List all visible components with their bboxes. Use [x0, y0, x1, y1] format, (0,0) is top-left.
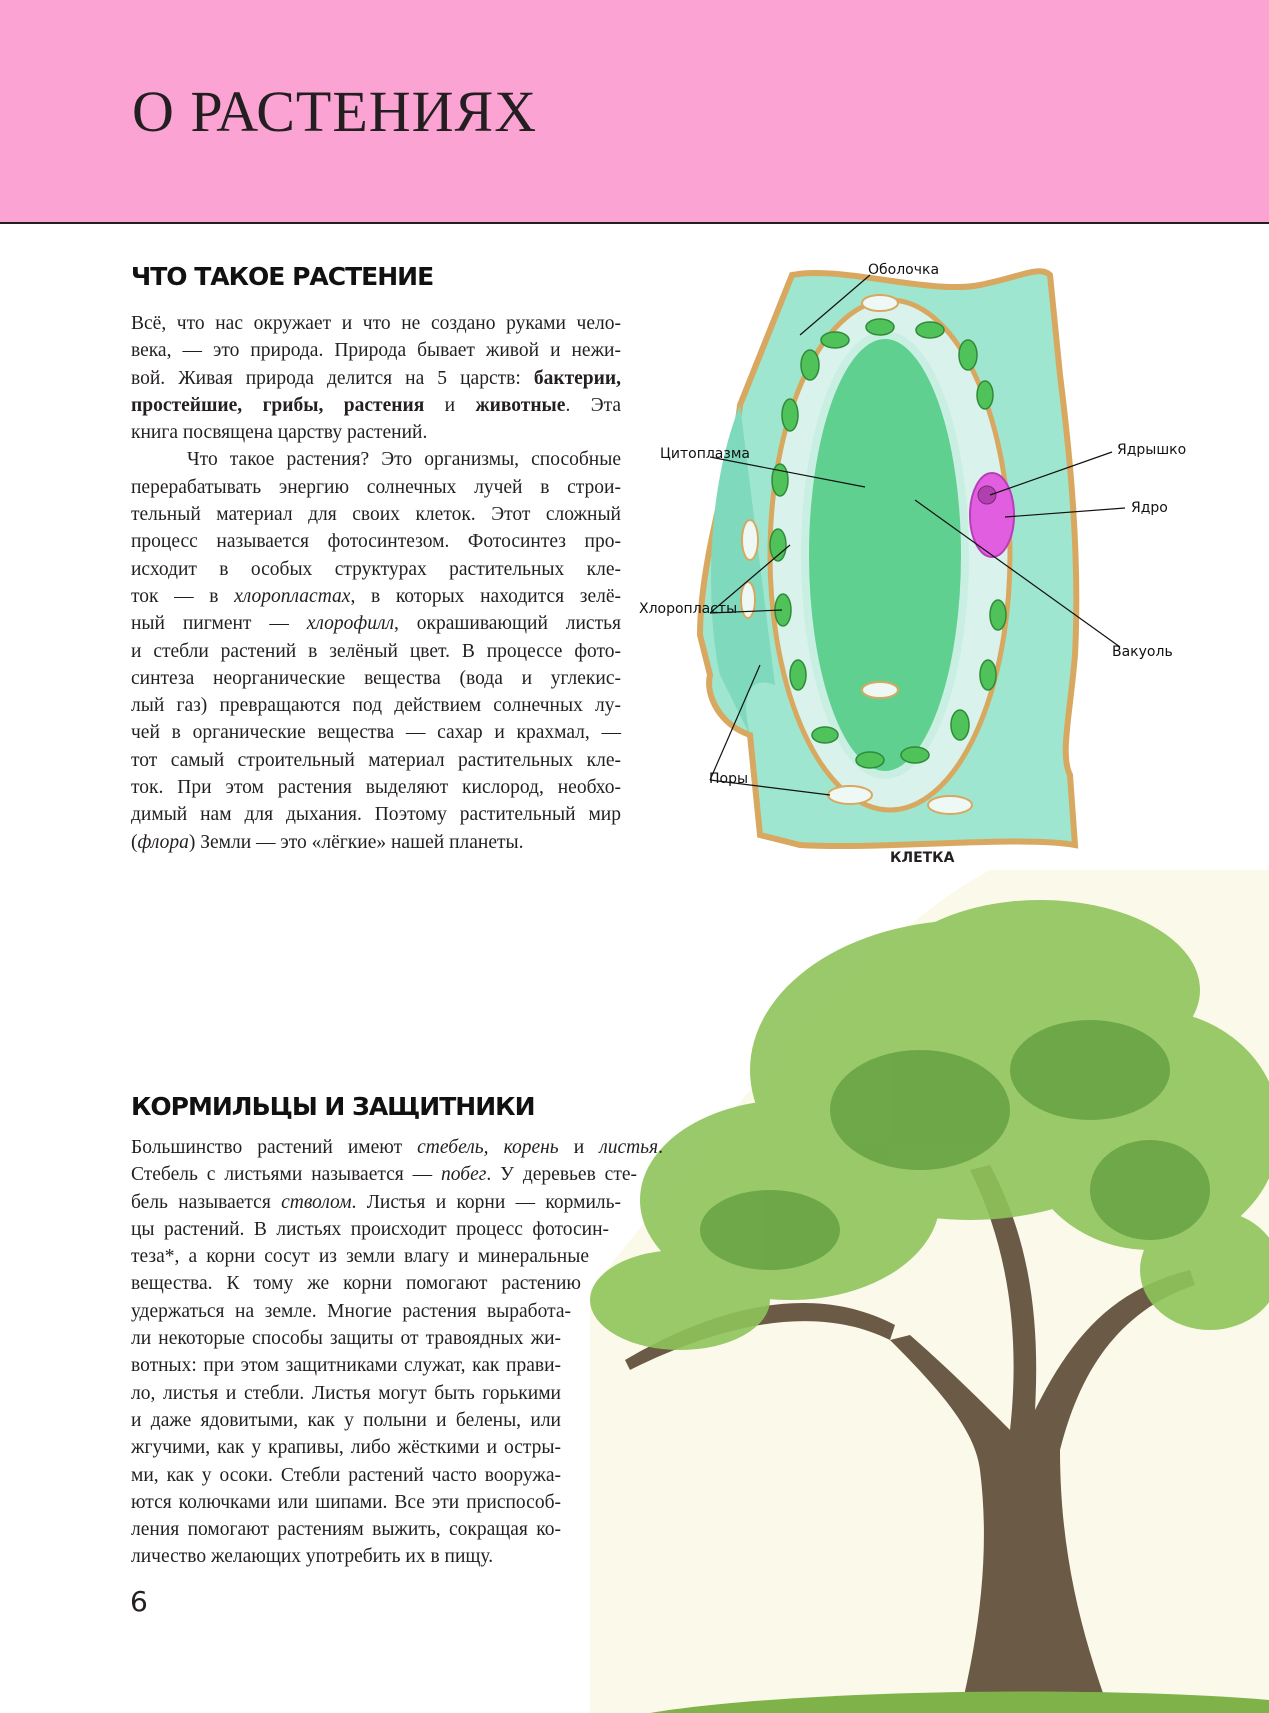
- text-segment: , окрашивающий листья: [393, 613, 621, 635]
- text-segment: ло, листья и стебли. Листья могут быть горькими: [131, 1382, 561, 1404]
- text-segment: личество желающих употребить их в пищу.: [131, 1546, 494, 1568]
- text-line: [131, 665, 621, 692]
- text-line: [131, 392, 621, 419]
- text-segment: века, — это природа. Природа бывает живой и нежи-: [131, 340, 621, 362]
- text-segment: и даже ядовитыми, как у полыни и белены, или: [131, 1409, 561, 1431]
- text-line: [131, 1216, 609, 1243]
- text-line: [131, 528, 621, 555]
- text-segment: ) Земли — это «лёгкие» нашей планеты.: [188, 831, 524, 853]
- text-line: [131, 419, 621, 446]
- text-segment: ный пигмент —: [131, 613, 307, 635]
- text-segment: ются колючками или шипами. Все эти приспособ-: [131, 1491, 561, 1513]
- text-segment: . Эта: [565, 394, 621, 416]
- text-line: [131, 337, 621, 364]
- text-line: [131, 365, 621, 392]
- text-segment: .: [658, 1137, 663, 1158]
- pore: [828, 786, 872, 804]
- text-segment: ли некоторые способы защиты от травоядных жи-: [131, 1328, 561, 1350]
- text-segment: хлорофилл: [306, 613, 394, 635]
- text-segment: . Листья и корни — кормиль-: [351, 1191, 622, 1213]
- text-segment: флора: [137, 831, 189, 853]
- text-segment: хлоропластах: [234, 585, 351, 607]
- text-line: [131, 774, 621, 801]
- vacuole: [805, 335, 965, 775]
- text-line: [131, 1434, 561, 1461]
- text-line: [131, 556, 621, 583]
- label-chloroplasts: Хлоропласты: [639, 601, 738, 617]
- text-line: [131, 446, 621, 473]
- text-line: [131, 1516, 561, 1543]
- text-segment: теза*, а корни сосут из земли влагу и минеральные: [131, 1246, 589, 1268]
- section2-paragraph: [131, 1134, 663, 1571]
- text-segment: цы растений. В листьях происходит процесс фотосин-: [131, 1218, 609, 1240]
- text-line: [131, 747, 621, 774]
- plant-cell-diagram: [680, 255, 1200, 855]
- text-segment: процесс называется фотосинтезом. Фотосинтез про-: [131, 531, 621, 553]
- text-segment: простейшие, грибы, растения: [131, 394, 425, 416]
- label-vacuole: Вакуоль: [1112, 644, 1173, 660]
- text-line: [131, 1543, 663, 1570]
- text-segment: и: [558, 1137, 600, 1158]
- text-segment: . У деревьев сте-: [486, 1164, 637, 1186]
- text-segment: книга посвящена царству растений.: [131, 422, 428, 444]
- text-segment: димый нам для дыхания. Поэтому растительный мир: [131, 804, 621, 826]
- text-line: [131, 1352, 561, 1379]
- text-segment: Большинство растений имеют: [131, 1137, 418, 1158]
- text-segment: лый газ) превращаются под действием солнечных лу-: [131, 695, 621, 717]
- text-segment: вотных: при этом защитниками служат, как прави-: [131, 1355, 561, 1377]
- text-segment: (: [131, 831, 138, 853]
- text-segment: Что такое растения? Это организмы, способные: [187, 449, 621, 471]
- label-wall: Оболочка: [868, 262, 940, 278]
- text-segment: синтеза неорганические вещества (вода и углекис-: [131, 667, 621, 689]
- text-segment: исходит в особых структурах растительных кле-: [131, 558, 621, 580]
- text-line: [131, 801, 621, 828]
- text-segment: стволом: [281, 1191, 352, 1213]
- text-segment: бель называется: [131, 1191, 282, 1213]
- text-line: [131, 1407, 561, 1434]
- text-line: [131, 1489, 561, 1516]
- text-segment: ми, как у осоки. Стебли растений часто вооружа-: [131, 1464, 561, 1486]
- text-line: [131, 1380, 561, 1407]
- text-line: [131, 1462, 561, 1489]
- text-line: [131, 1189, 621, 1216]
- text-line: [131, 1134, 663, 1161]
- text-segment: ления помогают растениям выжить, сокращая ко-: [131, 1519, 561, 1541]
- text-line: [131, 610, 621, 637]
- text-segment: бактерии,: [533, 367, 621, 389]
- text-line: [131, 501, 621, 528]
- text-segment: вещества. К тому же корни помогают растению: [131, 1273, 581, 1295]
- page-title: О РАСТЕНИЯХ: [132, 79, 538, 144]
- label-cytoplasm: Цитоплазма: [660, 446, 750, 462]
- text-segment: , в которых находится зелё-: [350, 585, 621, 607]
- text-line: [131, 1298, 571, 1325]
- text-line: [131, 583, 621, 610]
- nucleolus: [978, 486, 996, 504]
- section-heading-feeders-defenders: КОРМИЛЬЦЫ И ЗАЩИТНИКИ: [131, 1092, 535, 1121]
- text-segment: ток — в: [131, 585, 235, 607]
- cell-caption: КЛЕТКА: [890, 850, 955, 866]
- text-segment: Стебель с листьями называется —: [131, 1164, 442, 1186]
- text-line: [131, 638, 621, 665]
- text-segment: чей в органические вещества — сахар и крахмал, —: [131, 722, 621, 744]
- section-heading-what-is-plant: ЧТО ТАКОЕ РАСТЕНИЕ: [131, 262, 434, 291]
- text-segment: Всё, что нас окружает и что не создано руками чело-: [131, 313, 621, 334]
- page-header-band: [0, 0, 1269, 224]
- text-line: [131, 1161, 637, 1188]
- text-line: [131, 474, 621, 501]
- text-line: [131, 692, 621, 719]
- section1-paragraph: [131, 310, 621, 856]
- label-nucleolus: Ядрышко: [1117, 442, 1187, 458]
- text-line: [131, 1270, 581, 1297]
- text-line: [131, 1325, 561, 1352]
- text-segment: тот самый строительный материал растительных кле-: [131, 749, 621, 771]
- text-segment: удержаться на земле. Многие растения выработа-: [131, 1300, 571, 1322]
- text-line: [131, 310, 621, 337]
- label-pores: Поры: [709, 771, 749, 787]
- text-segment: и: [424, 394, 476, 416]
- text-line: [131, 719, 621, 746]
- text-segment: перерабатывать энергию солнечных лучей в строи-: [131, 476, 621, 498]
- text-segment: ток. При этом растения выделяют кислород, необхо-: [131, 777, 621, 799]
- text-segment: побег: [441, 1164, 487, 1186]
- tree-illustration: [590, 870, 1269, 1713]
- text-segment: животные: [475, 394, 566, 416]
- text-segment: жгучими, как у крапивы, либо жёсткими и остры-: [131, 1437, 561, 1459]
- text-line: [131, 1243, 589, 1270]
- text-segment: стебель, корень: [417, 1137, 559, 1158]
- text-line: [131, 829, 621, 856]
- text-segment: и стебли растений в зелёный цвет. В процессе фото-: [131, 640, 621, 662]
- text-segment: тельный материал для своих клеток. Этот сложный: [131, 504, 621, 526]
- page-number: 6: [130, 1585, 148, 1618]
- text-segment: вой. Живая природа делится на 5 царств:: [131, 367, 534, 389]
- label-nucleus: Ядро: [1131, 500, 1168, 516]
- text-segment: листья: [599, 1137, 659, 1158]
